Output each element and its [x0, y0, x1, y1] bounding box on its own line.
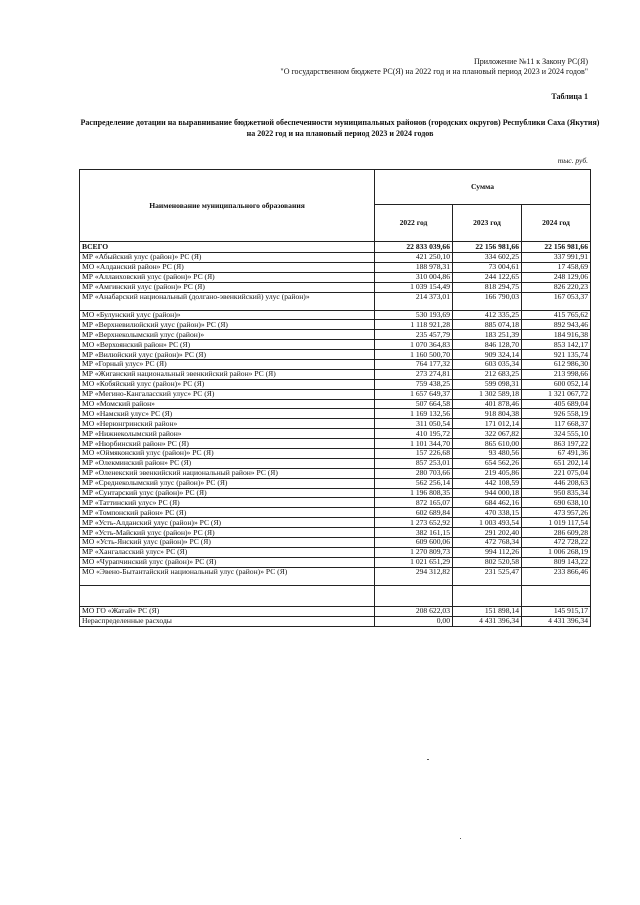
amount-2024: 446 208,63	[522, 478, 591, 488]
municipality-name: МР «Нижнеколымский район»	[80, 429, 375, 439]
municipality-name: МР «Нюрбинский район» РС (Я)	[80, 439, 375, 449]
amount-2024: 233 866,46	[522, 567, 591, 585]
table-row	[80, 399, 591, 409]
amount-2024: 145 915,17	[522, 606, 591, 616]
amount-2022: 1 273 652,92	[375, 518, 453, 528]
municipality-name: МР «Олекминский район» РС (Я)	[80, 458, 375, 468]
amount-2023: 334 602,25	[453, 253, 522, 263]
amount-2023: 73 004,61	[453, 262, 522, 272]
amount-2022: 872 165,07	[375, 498, 453, 508]
amount-2024: 651 202,14	[522, 458, 591, 468]
amount-2022: 311 050,54	[375, 419, 453, 429]
table-row	[80, 409, 591, 419]
table-row	[80, 478, 591, 488]
amount-2022: 1 021 651,29	[375, 557, 453, 567]
amount-2023: 994 112,26	[453, 547, 522, 557]
amount-2024: 415 765,62	[522, 310, 591, 320]
appendix-line-2: "О государственном бюджете РС(Я) на 2022 год и на плановый период 2023 и 2024 годов"	[280, 67, 588, 76]
amount-2022: 410 195,72	[375, 429, 453, 439]
municipality-name: МР «Мегино-Кангаласский улус» РС (Я)	[80, 389, 375, 399]
amount-2022: 310 004,86	[375, 272, 453, 282]
amount-2022: 759 438,25	[375, 379, 453, 389]
amount-2022: 609 600,06	[375, 538, 453, 548]
municipality-name: МР «Томпонский район» РС (Я)	[80, 508, 375, 518]
amount-2024: 690 638,10	[522, 498, 591, 508]
amount-2024: 221 075,04	[522, 468, 591, 478]
column-header-2023: 2023 год	[453, 205, 522, 242]
municipality-name: МР «Амгинский улус (район)» РС (Я)	[80, 282, 375, 292]
amount-2023: 219 405,86	[453, 468, 522, 478]
amount-2024: 612 986,30	[522, 360, 591, 370]
municipality-name: МО «Намский улус» РС (Я)	[80, 409, 375, 419]
amount-2024: 1 019 117,54	[522, 518, 591, 528]
table-row	[80, 379, 591, 389]
municipality-name: МО «Оймяконский улус (район)» РС (Я)	[80, 449, 375, 459]
municipality-name: МР «Усть-Майский улус (район)» РС (Я)	[80, 528, 375, 538]
municipality-name: МР «Среднеколымский улус (район)» РС (Я)	[80, 478, 375, 488]
municipality-name: МО «Нерюнгринский район»	[80, 419, 375, 429]
total-label: ВСЕГО	[80, 242, 375, 253]
amount-2023: 818 294,75	[453, 282, 522, 292]
municipality-name: МО «Алданский район» РС (Я)	[80, 262, 375, 272]
municipality-name: МР «Оленекский эвенкийский национальный район» РС (Я)	[80, 468, 375, 478]
amount-2024: 167 053,37	[522, 292, 591, 310]
total-row	[80, 242, 591, 253]
amount-2022: 857 253,01	[375, 458, 453, 468]
municipality-name: МО «Момский район»	[80, 399, 375, 409]
table-row	[80, 389, 591, 399]
amount-2022: 273 274,81	[375, 369, 453, 379]
amount-2024: 213 998,66	[522, 369, 591, 379]
amount-2023: 231 525,47	[453, 567, 522, 585]
municipality-name: МО «Верхоянский район» РС (Я)	[80, 340, 375, 350]
empty-cell	[522, 585, 591, 606]
amount-2024: 248 129,06	[522, 272, 591, 282]
units-label: тыс. руб.	[557, 156, 588, 165]
amount-2023: 918 804,38	[453, 409, 522, 419]
amount-2024: 1 006 268,19	[522, 547, 591, 557]
table-row	[80, 350, 591, 360]
amount-2022: 562 256,14	[375, 478, 453, 488]
amount-2023: 151 898,14	[453, 606, 522, 616]
municipality-name: МР «Вилюйский улус (район)» РС (Я)	[80, 350, 375, 360]
amount-2022: 764 177,32	[375, 360, 453, 370]
amount-2023: 322 067,82	[453, 429, 522, 439]
municipality-name: МР «Верхневилюйский улус (район)» РС (Я)	[80, 320, 375, 330]
table-row	[80, 282, 591, 292]
total-2024: 22 156 981,66	[522, 242, 591, 253]
amount-2024: 472 728,22	[522, 538, 591, 548]
amount-2024: 184 916,38	[522, 330, 591, 340]
municipality-name: МР «Горный улус» РС (Я)	[80, 360, 375, 370]
amount-2023: 470 338,15	[453, 508, 522, 518]
amount-2024: 286 609,28	[522, 528, 591, 538]
amount-2023: 684 462,16	[453, 498, 522, 508]
amount-2022: 1 039 154,49	[375, 282, 453, 292]
table-row	[80, 369, 591, 379]
table-row	[80, 419, 591, 429]
table-row	[80, 498, 591, 508]
amount-2024: 473 957,26	[522, 508, 591, 518]
amount-2024: 892 943,46	[522, 320, 591, 330]
amount-2022: 1 270 809,73	[375, 547, 453, 557]
amount-2022: 1 657 649,37	[375, 389, 453, 399]
amount-2022: 507 664,58	[375, 399, 453, 409]
table-number-label: Таблица 1	[551, 92, 588, 101]
municipality-name: МО «Кобяйский улус (район)» РС (Я)	[80, 379, 375, 389]
amount-2024: 863 197,22	[522, 439, 591, 449]
amount-2022: 421 250,10	[375, 253, 453, 263]
amount-2024: 826 220,23	[522, 282, 591, 292]
amount-2022: 530 193,69	[375, 310, 453, 320]
amount-2023: 442 108,59	[453, 478, 522, 488]
amount-2023: 244 122,65	[453, 272, 522, 282]
empty-cell	[453, 585, 522, 606]
amount-2023: 1 003 493,54	[453, 518, 522, 528]
table-row	[80, 340, 591, 350]
municipality-name: МО «Усть-Янский улус (район)» РС (Я)	[80, 538, 375, 548]
table-row	[80, 439, 591, 449]
municipality-name: МО «Булунский улус (район)»	[80, 310, 375, 320]
empty-cell	[375, 585, 453, 606]
amount-2023: 93 480,56	[453, 449, 522, 459]
amount-2022: 1 196 808,35	[375, 488, 453, 498]
blank-row	[80, 585, 591, 606]
appendix-line-1: Приложение №11 к Закону РС(Я)	[473, 57, 588, 66]
amount-2022: 208 622,03	[375, 606, 453, 616]
table-row	[80, 616, 591, 626]
amount-2023: 1 302 589,18	[453, 389, 522, 399]
amount-2023: 291 202,40	[453, 528, 522, 538]
scan-speck	[460, 838, 461, 839]
subsidy-table	[79, 169, 591, 627]
municipality-name: МР «Таттинский улус» РС (Я)	[80, 498, 375, 508]
amount-2022: 0,00	[375, 616, 453, 626]
table-row	[80, 547, 591, 557]
amount-2022: 280 703,66	[375, 468, 453, 478]
amount-2023: 599 098,31	[453, 379, 522, 389]
municipality-name: МР «Анабарский национальный (долгано-эвенкийский) улус (район)»	[80, 292, 375, 310]
amount-2023: 166 790,03	[453, 292, 522, 310]
amount-2023: 885 074,18	[453, 320, 522, 330]
amount-2023: 171 012,14	[453, 419, 522, 429]
municipality-name: МО «Чурапчинский улус (район)» РС (Я)	[80, 557, 375, 567]
amount-2022: 294 312,82	[375, 567, 453, 585]
table-row	[80, 262, 591, 272]
table-row	[80, 538, 591, 548]
empty-cell	[80, 585, 375, 606]
amount-2023: 212 683,25	[453, 369, 522, 379]
municipality-name: МР «Усть-Алданский улус (район)» РС (Я)	[80, 518, 375, 528]
table-row	[80, 360, 591, 370]
total-2023: 22 156 981,66	[453, 242, 522, 253]
amount-2023: 654 562,26	[453, 458, 522, 468]
table-row	[80, 449, 591, 459]
table-row	[80, 253, 591, 263]
table-row	[80, 310, 591, 320]
table-row	[80, 488, 591, 498]
column-header-name: Наименование муниципального образования	[80, 170, 375, 242]
amount-2022: 602 689,84	[375, 508, 453, 518]
table-row	[80, 567, 591, 585]
amount-2024: 926 558,19	[522, 409, 591, 419]
amount-2024: 950 835,34	[522, 488, 591, 498]
amount-2022: 188 978,31	[375, 262, 453, 272]
table-row	[80, 458, 591, 468]
amount-2024: 809 143,22	[522, 557, 591, 567]
document-title: Распределение дотации на выравнивание бюджетной обеспеченности муниципальных районов (городских округов) Республики Саха (Якутия) на 2022 год и на плановый период 2023 и 2024 годов	[80, 118, 600, 138]
amount-2023: 401 878,46	[453, 399, 522, 409]
amount-2024: 324 555,10	[522, 429, 591, 439]
amount-2022: 1 169 132,56	[375, 409, 453, 419]
amount-2024: 67 491,36	[522, 449, 591, 459]
amount-2023: 846 128,70	[453, 340, 522, 350]
amount-2023: 183 251,39	[453, 330, 522, 340]
municipality-name: Нераспределенные расходы	[80, 616, 375, 626]
municipality-name: МР «Сунтарский улус (район)» РС (Я)	[80, 488, 375, 498]
amount-2023: 802 520,58	[453, 557, 522, 567]
table-body	[80, 242, 591, 627]
municipality-name: МР «Верхнеколымский улус (район)»	[80, 330, 375, 340]
municipality-name: МР «Жиганский национальный эвенкийский район» РС (Я)	[80, 369, 375, 379]
amount-2022: 1 070 364,83	[375, 340, 453, 350]
amount-2024: 405 689,04	[522, 399, 591, 409]
amount-2024: 600 052,14	[522, 379, 591, 389]
amount-2024: 921 135,74	[522, 350, 591, 360]
table-row	[80, 468, 591, 478]
municipality-name: МО ГО «Жатай» РС (Я)	[80, 606, 375, 616]
table-row	[80, 330, 591, 340]
municipality-name: МР «Абыйский улус (район)» РС (Я)	[80, 253, 375, 263]
amount-2022: 235 457,79	[375, 330, 453, 340]
column-header-2022: 2022 год	[375, 205, 453, 242]
amount-2024: 1 321 067,72	[522, 389, 591, 399]
column-header-sum: Сумма	[375, 170, 591, 205]
table-row	[80, 292, 591, 310]
amount-2022: 1 160 500,70	[375, 350, 453, 360]
municipality-name: МО «Эвено-Бытантайский национальный улус (район)» РС (Я)	[80, 567, 375, 585]
table-row	[80, 272, 591, 282]
amount-2023: 865 610,00	[453, 439, 522, 449]
amount-2023: 4 431 396,34	[453, 616, 522, 626]
amount-2024: 117 668,37	[522, 419, 591, 429]
scan-speck	[427, 759, 429, 760]
column-header-2024: 2024 год	[522, 205, 591, 242]
amount-2024: 4 431 396,34	[522, 616, 591, 626]
table-row	[80, 320, 591, 330]
amount-2022: 214 373,01	[375, 292, 453, 310]
amount-2024: 853 142,17	[522, 340, 591, 350]
amount-2023: 944 000,18	[453, 488, 522, 498]
amount-2023: 603 035,34	[453, 360, 522, 370]
amount-2024: 17 458,69	[522, 262, 591, 272]
amount-2023: 412 335,25	[453, 310, 522, 320]
table-row	[80, 508, 591, 518]
table-row	[80, 518, 591, 528]
amount-2022: 157 226,68	[375, 449, 453, 459]
municipality-name: МР «Хангаласский улус» РС (Я)	[80, 547, 375, 557]
total-2022: 22 833 039,66	[375, 242, 453, 253]
amount-2023: 472 768,34	[453, 538, 522, 548]
amount-2022: 382 161,15	[375, 528, 453, 538]
table-row	[80, 557, 591, 567]
table-row	[80, 528, 591, 538]
municipality-name: МР «Аллаиховский улус (район)» РС (Я)	[80, 272, 375, 282]
table-row	[80, 606, 591, 616]
amount-2022: 1 101 344,70	[375, 439, 453, 449]
amount-2022: 1 118 921,28	[375, 320, 453, 330]
amount-2024: 337 991,91	[522, 253, 591, 263]
amount-2023: 909 324,14	[453, 350, 522, 360]
table-row	[80, 429, 591, 439]
